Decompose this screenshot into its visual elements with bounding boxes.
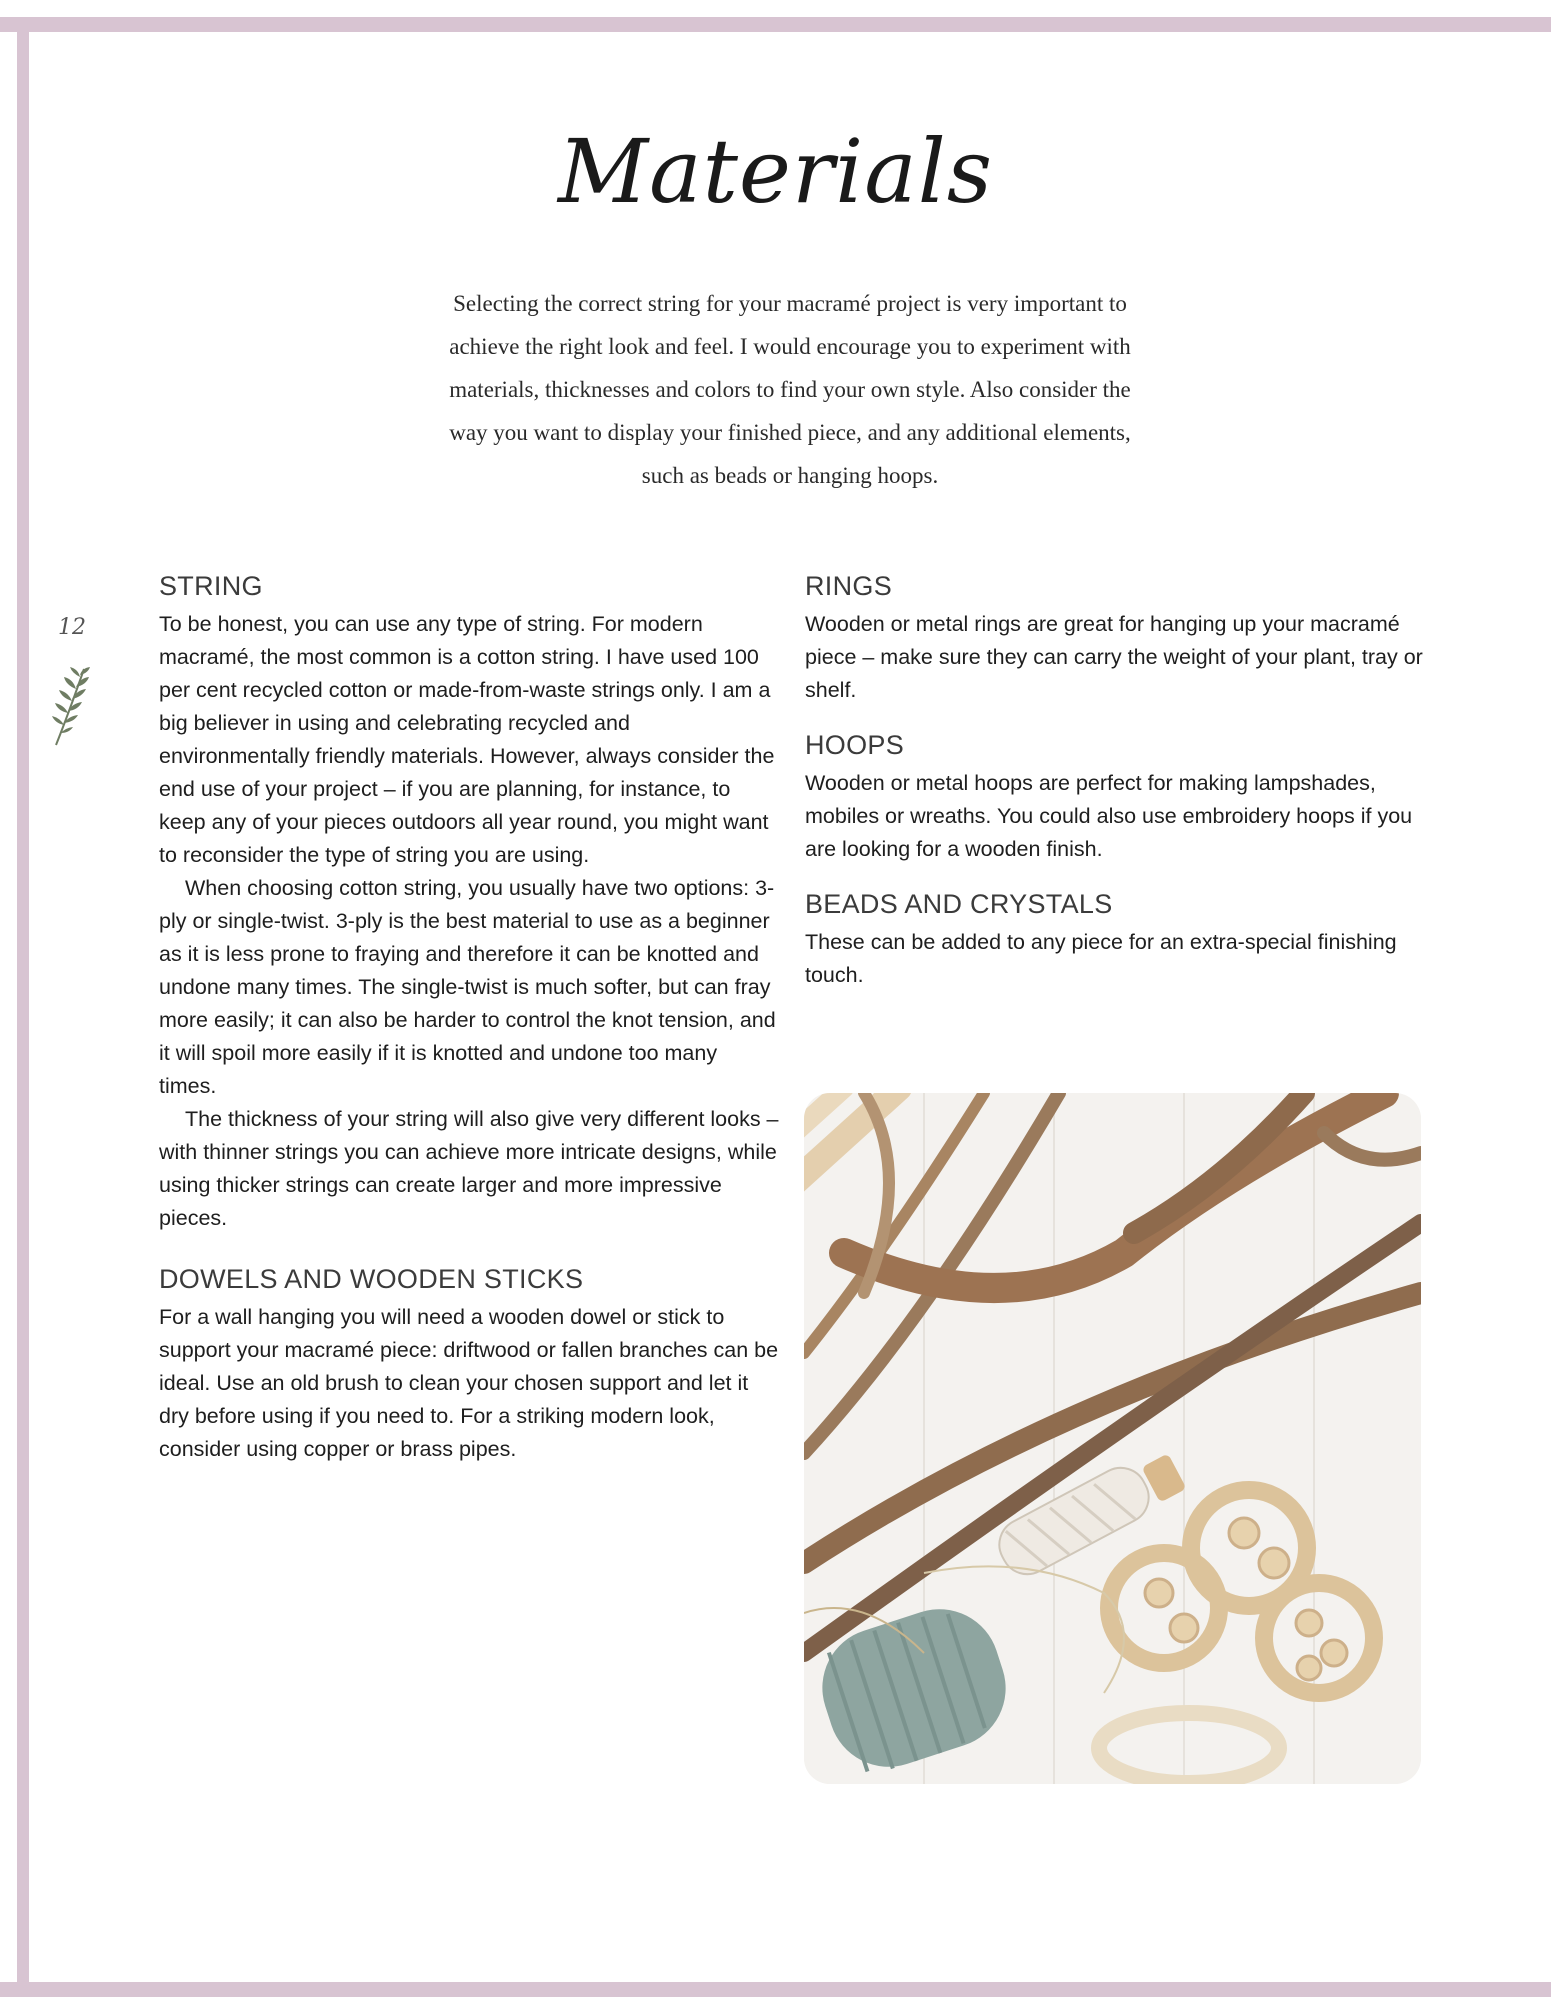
materials-photo	[804, 1093, 1421, 1784]
right-column	[805, 568, 1425, 992]
intro-line: Selecting the correct string for your macramé project is very important to	[453, 291, 1127, 316]
section-heading-rings: RINGS	[805, 571, 893, 601]
string-paragraph-2: When choosing cotton string, you usually have two options: 3-ply or single-twist. 3-ply is the best material to use as a beginner as it is less prone to fraying and therefore it can be knotted and undone many times. The single-twist is much softer, but can fray more easily; it can also be harder to control the knot tension, and it will spoil more easily if it is knotted and undone too many times.	[159, 876, 776, 1098]
intro-line: such as beads or hanging hoops.	[641, 463, 939, 488]
page-number: 12	[58, 615, 86, 640]
string-paragraph-3: The thickness of your string will also give very different looks – with thinner strings you can achieve more intricate designs, while using thicker strings can create larger and more impressive pieces.	[159, 1107, 779, 1230]
section-heading-dowels: DOWELS AND WOODEN STICKS	[159, 1264, 584, 1294]
intro-line: achieve the right look and feel. I would encourage you to experiment with	[449, 334, 1131, 359]
intro-paragraph	[370, 282, 1210, 497]
page-border-left	[17, 17, 29, 1997]
section-heading-string: STRING	[159, 571, 263, 601]
intro-line: materials, thicknesses and colors to find your own style. Also consider the	[449, 377, 1131, 402]
section-heading-beads: BEADS AND CRYSTALS	[805, 889, 1113, 919]
dowels-paragraph: For a wall hanging you will need a wooden dowel or stick to support your macramé piece: driftwood or fallen branches can be ideal. Use an old brush to clean your chosen support and let it dry before using if you need to. For a striking modern look, consider using copper or brass pipes.	[159, 1305, 779, 1461]
intro-line: way you want to display your finished piece, and any additional elements,	[449, 420, 1131, 445]
hoops-paragraph: Wooden or metal hoops are perfect for making lampshades, mobiles or wreaths. You could also use embroidery hoops if you are looking for a wooden finish.	[805, 771, 1413, 861]
beads-paragraph: These can be added to any piece for an extra-special finishing touch.	[805, 930, 1397, 987]
page-border-bottom	[0, 1982, 1551, 1997]
leaf-icon	[50, 665, 92, 747]
page-title: Materials	[558, 120, 993, 223]
left-column	[159, 568, 779, 1466]
section-heading-hoops: HOOPS	[805, 730, 905, 760]
rings-paragraph: Wooden or metal rings are great for hanging up your macramé piece – make sure they can carry the weight of your plant, tray or shelf.	[805, 612, 1423, 702]
string-paragraph-1: To be honest, you can use any type of string. For modern macramé, the most common is a cotton string. I have used 100 per cent recycled cotton or made-from-waste strings only. I am a big believer in using and celebrating recycled and environmentally friendly materials. However, always consider the end use of your project – if you are planning, for instance, to keep any of your pieces outdoors all year round, you might want to reconsider the type of string you are using.	[159, 612, 775, 867]
page-border-top	[0, 17, 1551, 32]
